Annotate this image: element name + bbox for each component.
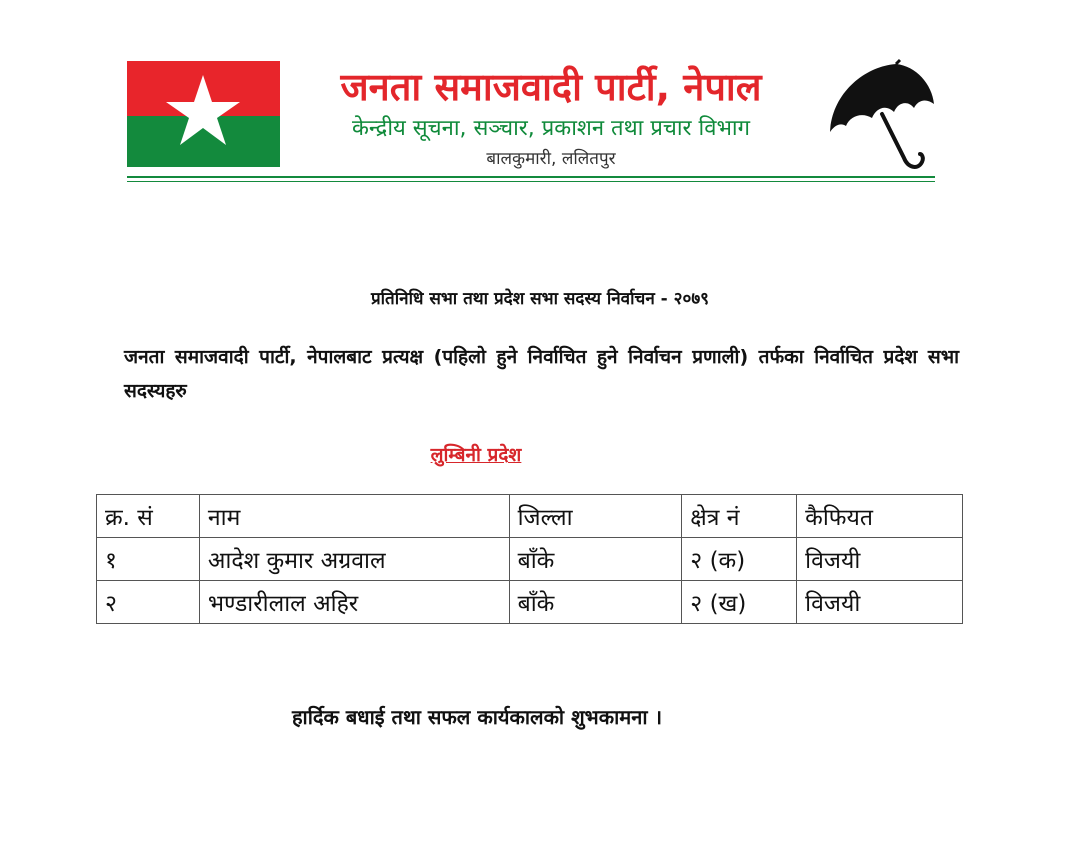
header-divider-thin <box>127 181 935 182</box>
cell-remarks: विजयी <box>797 538 963 581</box>
members-table <box>96 494 963 624</box>
province-heading <box>0 441 952 467</box>
table-row <box>97 581 963 624</box>
cell-serial: १ <box>97 538 200 581</box>
star-icon <box>127 61 280 167</box>
column-header-constituency: क्षेत्र नं <box>682 495 797 538</box>
party-address: बालकुमारी, ललितपुर <box>486 149 616 169</box>
cell-constituency: २ (क) <box>682 538 797 581</box>
cell-name: आदेश कुमार अग्रवाल <box>199 538 509 581</box>
column-header-remarks: कैफियत <box>797 495 963 538</box>
cell-name: भण्डारीलाल अहिर <box>199 581 509 624</box>
column-header-name: नाम <box>199 495 509 538</box>
table-header-row <box>97 495 963 538</box>
column-header-district: जिल्ला <box>509 495 682 538</box>
election-title: प्रतिनिधि सभा तथा प्रदेश सभा सदस्य निर्वाचन - २०७९ <box>370 289 710 309</box>
notice-intro: जनता समाजवादी पार्टी, नेपालबाट प्रत्यक्ष (पहिलो हुने निर्वाचित हुने निर्वाचन प्रणाली) तर्फका निर्वाचित प्रदेश सभा सदस्यहरु <box>124 346 959 402</box>
header-divider <box>127 176 935 178</box>
column-header-serial: क्र. सं <box>97 495 200 538</box>
cell-remarks: विजयी <box>797 581 963 624</box>
umbrella-icon <box>822 58 938 174</box>
party-flag <box>127 61 280 167</box>
province-name: लुम्बिनी प्रदेश <box>430 444 522 466</box>
cell-district: बाँके <box>509 538 682 581</box>
cell-district: बाँके <box>509 581 682 624</box>
party-name: जनता समाजवादी पार्टी, नेपाल <box>340 65 762 109</box>
department-name: केन्द्रीय सूचना, सञ्चार, प्रकाशन तथा प्रचार विभाग <box>351 116 751 141</box>
cell-constituency: २ (ख) <box>682 581 797 624</box>
cell-serial: २ <box>97 581 200 624</box>
table-row <box>97 538 963 581</box>
congratulations-message: हार्दिक बधाई तथा सफल कार्यकालको शुभकामना । <box>291 705 663 729</box>
